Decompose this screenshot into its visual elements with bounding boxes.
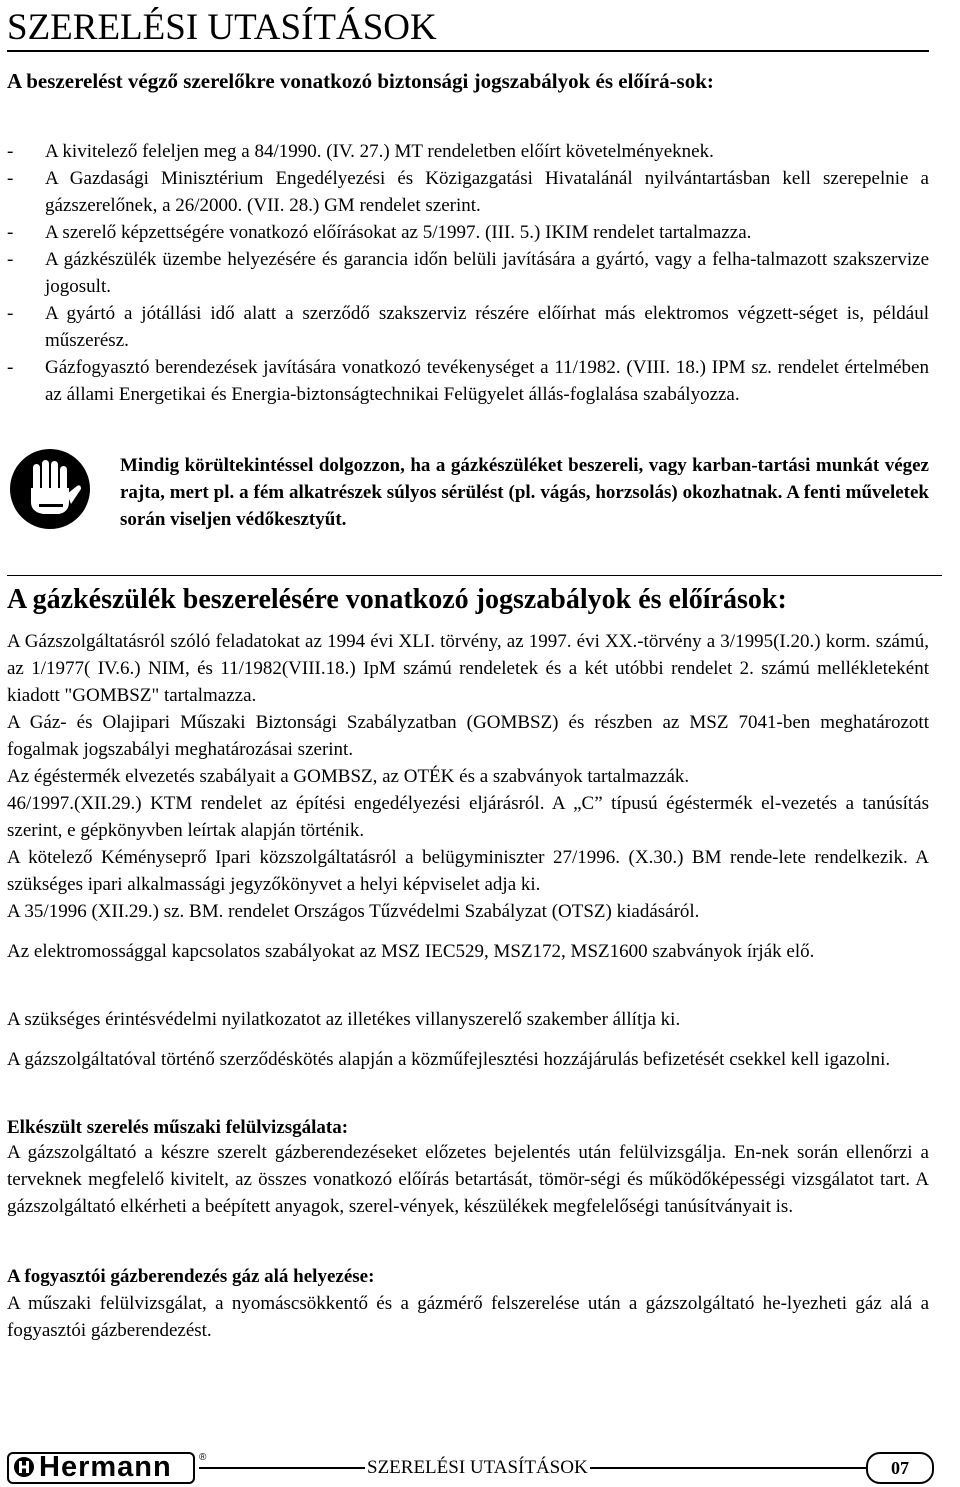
regulations-paragraph: A Gáz- és Olajipari Műszaki Biztonsági Szabályzatban (GOMBSZ) és részben az MSZ 7041-ben meghatározott fogalmak jogszabályi meghatározásai szerint. [7, 712, 929, 760]
regulations-paragraph: A gázszolgáltatóval történő szerződéskötés alapján a közműfejlesztési hozzájárulás befizetését csekkel kell igazolni. [7, 1049, 891, 1070]
page-number: 07 [866, 1452, 934, 1484]
gas-activation-text: A műszaki felülvizsgálat, a nyomáscsökkentő és a gázmérő felszerelése után a gázszolgáltató he-lyezheti gáz alá a fogyasztói gázberendezést. [7, 1293, 929, 1341]
hermann-mark-icon [13, 1456, 35, 1478]
list-item: - A szerelő képzettségére vonatkozó előírásokat az 5/1997. (III. 5.) IKIM rendelet tartalmazza. [7, 222, 752, 243]
regulations-paragraph: Az elektromossággal kapcsolatos szabályokat az MSZ IEC529, MSZ172, MSZ1600 szabványok írják elő. [7, 941, 815, 962]
regulations-paragraph: A szükséges érintésvédelmi nyilatkozatot az illetékes villanyszerelő szakember állítja ki. [7, 1009, 681, 1030]
glove-warning-text: Mindig körültekintéssel dolgozzon, ha a gázkészüléket beszereli, vagy karban-tartási munkát végez rajta, mert pl. a fém alkatrészek súlyos sérülést (pl. vágás, horzsolás) okozhatnak. A fenti műveletek során viseljen védőkesztyűt. [120, 455, 929, 530]
gas-activation-heading: A fogyasztói gázberendezés gáz alá helyezése: [7, 1266, 375, 1287]
page-title: SZERELÉSI UTASÍTÁSOK [7, 7, 437, 48]
list-item: - Gázfogyasztó berendezések javítására vonatkozó tevékenységet a 11/1982. (VIII. 18.) IPM sz. rendelet értelmében az állami Energetikai és Energia-biztonságtechnikai Felügyelet állás-foglalása szabályozza. [7, 357, 929, 405]
registered-mark: ® [199, 1452, 207, 1463]
logo-wordmark: Hermann [39, 1451, 172, 1483]
inspection-heading: Elkészült szerelés műszaki felülvizsgálata: [7, 1117, 349, 1138]
regulations-paragraph: A 35/1996 (XII.29.) sz. BM. rendelet Országos Tűzvédelmi Szabályzat (OTSZ) kiadásáról. [7, 901, 700, 922]
footer-title: SZERELÉSI UTASÍTÁSOK [367, 1457, 588, 1478]
glove-hand-icon [9, 448, 91, 530]
section-divider [7, 575, 942, 576]
list-item: - A gyártó a jótállási idő alatt a szerződő szakszerviz részére előírhat más elektromos végzett-séget is, például műszerész. [7, 303, 929, 351]
regulations-paragraph: Az égéstermék elvezetés szabályait a GOMBSZ, az OTÉK és a szabványok tartalmazzák. [7, 766, 690, 787]
regulations-heading: A gázkészülék beszerelésére vonatkozó jogszabályok és előírások: [7, 584, 787, 615]
list-item: - A kivitelező feleljen meg a 84/1990. (IV. 27.) MT rendeletben előírt követelményeknek. [7, 141, 714, 162]
inspection-text: A gázszolgáltató a készre szerelt gázberendezéseket előzetes bejelentés után felülvizsgálja. En-nek során ellenőrzi a terveknek megfelelő kivitelt, az összes vonatkozó előírás betartását, tömör-ségi és működőképességi vizsgálatot tart. A gázszolgáltató elkérheti a beépített anyagok, szerel-vények, készülékek megfelelőségi tanúsítványait is. [7, 1142, 929, 1217]
hermann-logo [7, 1452, 207, 1486]
regulations-paragraph: A Gázszolgáltatásról szóló feladatokat az 1994 évi XLI. törvény, az 1997. évi XX.-törvény a 3/1995(I.20.) korm. számú, az 1/1977( IV.6.) NIM, és 11/1982(VIII.18.) IpM számú rendeletek és a két utóbbi rendelet 2. számú mellékleteként kiadott "GOMBSZ" tartalmazza. [7, 631, 929, 706]
regulations-paragraph: 46/1997.(XII.29.) KTM rendelet az építési engedélyezési eljárásról. A „C” típusú égéstermék el-vezetés a tanúsítás szerint, e gépkönyvben leírtak alapján történik. [7, 793, 929, 841]
list-item: - A Gazdasági Minisztérium Engedélyezési és Közigazgatási Hivatalánál nyilvántartásban kell szerepelnie a gázszerelőnek, a 26/2000. (VII. 28.) GM rendelet szerint. [7, 168, 929, 216]
requirements-list [7, 138, 929, 408]
page-footer [7, 1448, 942, 1486]
list-item: - A gázkészülék üzembe helyezésére és garancia időn belüli javítására a gyártó, vagy a felha-talmazott szakszervize jogosult. [7, 249, 929, 297]
safety-subtitle: A beszerelést végző szerelőkre vonatkozó biztonsági jogszabályok és előírá-sok: [7, 69, 714, 93]
regulations-paragraph: A kötelező Kéményseprő Ipari közszolgáltatásról a belügyminiszter 27/1996. (X.30.) BM rende-lete rendelkezik. A szükséges ipari alkalmassági jegyzőkönyvet a helyi képviselet adja ki. [7, 847, 929, 895]
title-bar [7, 4, 929, 52]
